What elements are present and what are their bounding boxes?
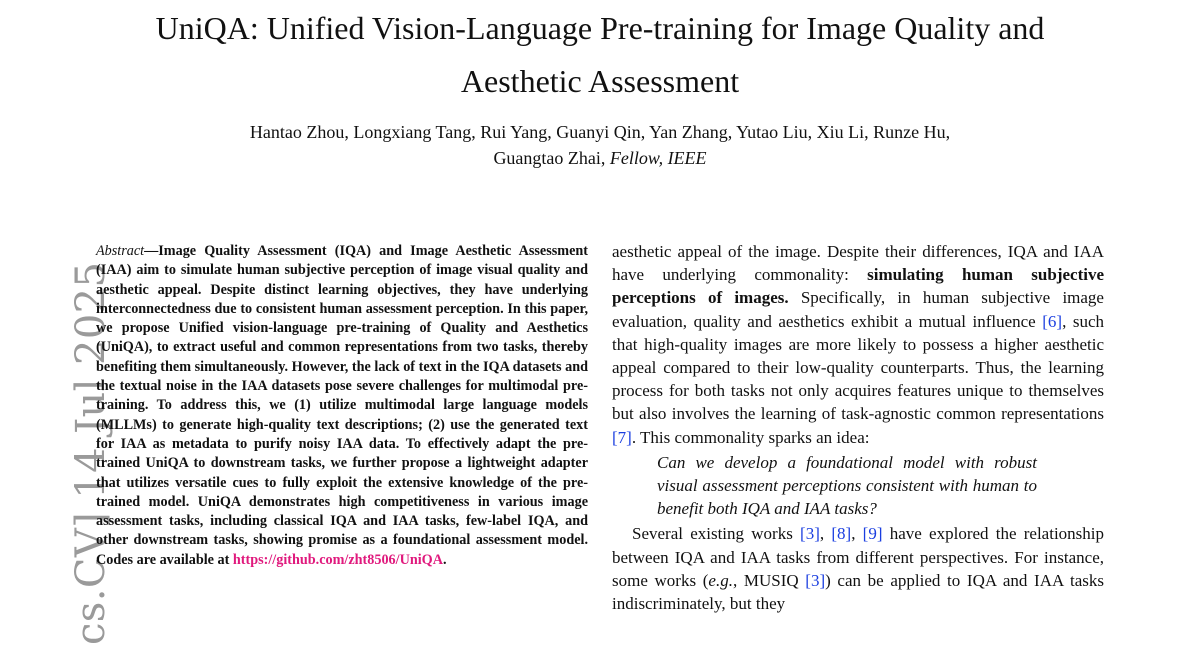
paper-title-line-2: Aesthetic Assessment <box>460 63 740 99</box>
arxiv-side-stamp-text: cs.CV] 14 Jul 2025 <box>68 261 114 645</box>
citation-link[interactable]: [6] <box>1042 311 1063 331</box>
body-paragraph-1 <box>612 240 1104 449</box>
body-emphasis: simulating human subjective perceptions of images. <box>612 265 1104 308</box>
authors-line-1: Hantao Zhou, Longxiang Tang, Rui Yang, Guanyi Qin, Yan Zhang, Yutao Liu, Xiu Li, Runze Hu, <box>249 122 951 142</box>
citation-link[interactable]: [9] <box>862 524 883 544</box>
authors-line-2 <box>60 146 1140 170</box>
body-text: Several existing works <box>632 524 801 544</box>
arxiv-side-stamp <box>10 261 114 645</box>
body-text: Specifically, in human subjective image evaluation, quality and aesthetics exhibit a mutual influence <box>612 288 1104 331</box>
code-link[interactable]: https://github.com/zht8506/UniQA <box>232 551 443 568</box>
body-text: , such that high-quality images are more likely to possess a higher aesthetic appeal compared to their low-quality counterparts. Thus, the learning process for both tasks not only acquires features unique to themselves but also involves the learning of task-agnostic common representations <box>612 311 1104 424</box>
author-fellow-title: Fellow, IEEE <box>609 148 707 168</box>
body-text: . This commonality sparks an idea: <box>631 427 870 447</box>
body-text: , MUSIQ <box>732 570 806 590</box>
body-text: , <box>819 524 832 544</box>
body-column <box>612 240 1104 615</box>
body-text: aesthetic appeal of the image. Despite their differences, IQA and IAA have underlying commonality: <box>612 242 1104 285</box>
abstract <box>96 242 588 570</box>
citation-link[interactable]: [7] <box>612 427 632 447</box>
body-paragraph-2 <box>612 522 1104 615</box>
author-name: Guangtao Zhai, <box>493 148 610 168</box>
paper-title-line-1: UniQA: Unified Vision-Language Pre-training for Image Quality and <box>155 10 1045 46</box>
research-question: Can we develop a foundational model with robust visual assessment perceptions consistent with human to benefit both IQA and IAA tasks? <box>657 452 1037 519</box>
abstract-text: —Image Quality Assessment (IQA) and Image Aesthetic Assessment (IAA) aim to simulate human subjective perception of image visual quality and aesthetic appeal. Despite distinct learning objectives, they have underlying interconnectedness due to consistent human assessment perception. In this paper, we propose Unified vision-language pre-training of Quality and Aesthetics (UniQA), to extract useful and common representations from two tasks, thereby benefiting them simultaneously. However, the lack of text in the IQA datasets and the textual noise in the IAA datasets pose severe challenges for multimodal pretraining. To address this, we (1) utilize multimodal large language models (MLLMs) to generate high-quality text descriptions; (2) use the generated text for IAA as metadata to purify noisy IAA data. To effectively adapt the pre-trained UniQA to downstream tasks, we further propose a lightweight adapter that utilizes versatile cues to fully exploit the extensive knowledge of the pre-trained model. UniQA demonstrates high competitiveness in various image assessment tasks, including classical IQA and IAA tasks, few-label IQA, and other downstream tasks, showing promise as a foundational assessment model. Codes are available at <box>96 243 588 568</box>
body-text: have explored the relationship between IQA and IAA tasks from different perspectives. For instance, some works ( <box>612 524 1105 590</box>
citation-link[interactable]: [8] <box>831 524 852 544</box>
abstract-label: Abstract <box>96 243 145 259</box>
citation-link[interactable]: [3] <box>805 570 826 590</box>
body-text: ) can be applied to IQA and IAA tasks indiscriminately, but they <box>612 570 1104 614</box>
body-italic: e.g. <box>708 570 733 590</box>
citation-link[interactable]: [3] <box>800 524 820 544</box>
abstract-end: . <box>442 551 447 568</box>
body-text: , <box>851 524 863 544</box>
